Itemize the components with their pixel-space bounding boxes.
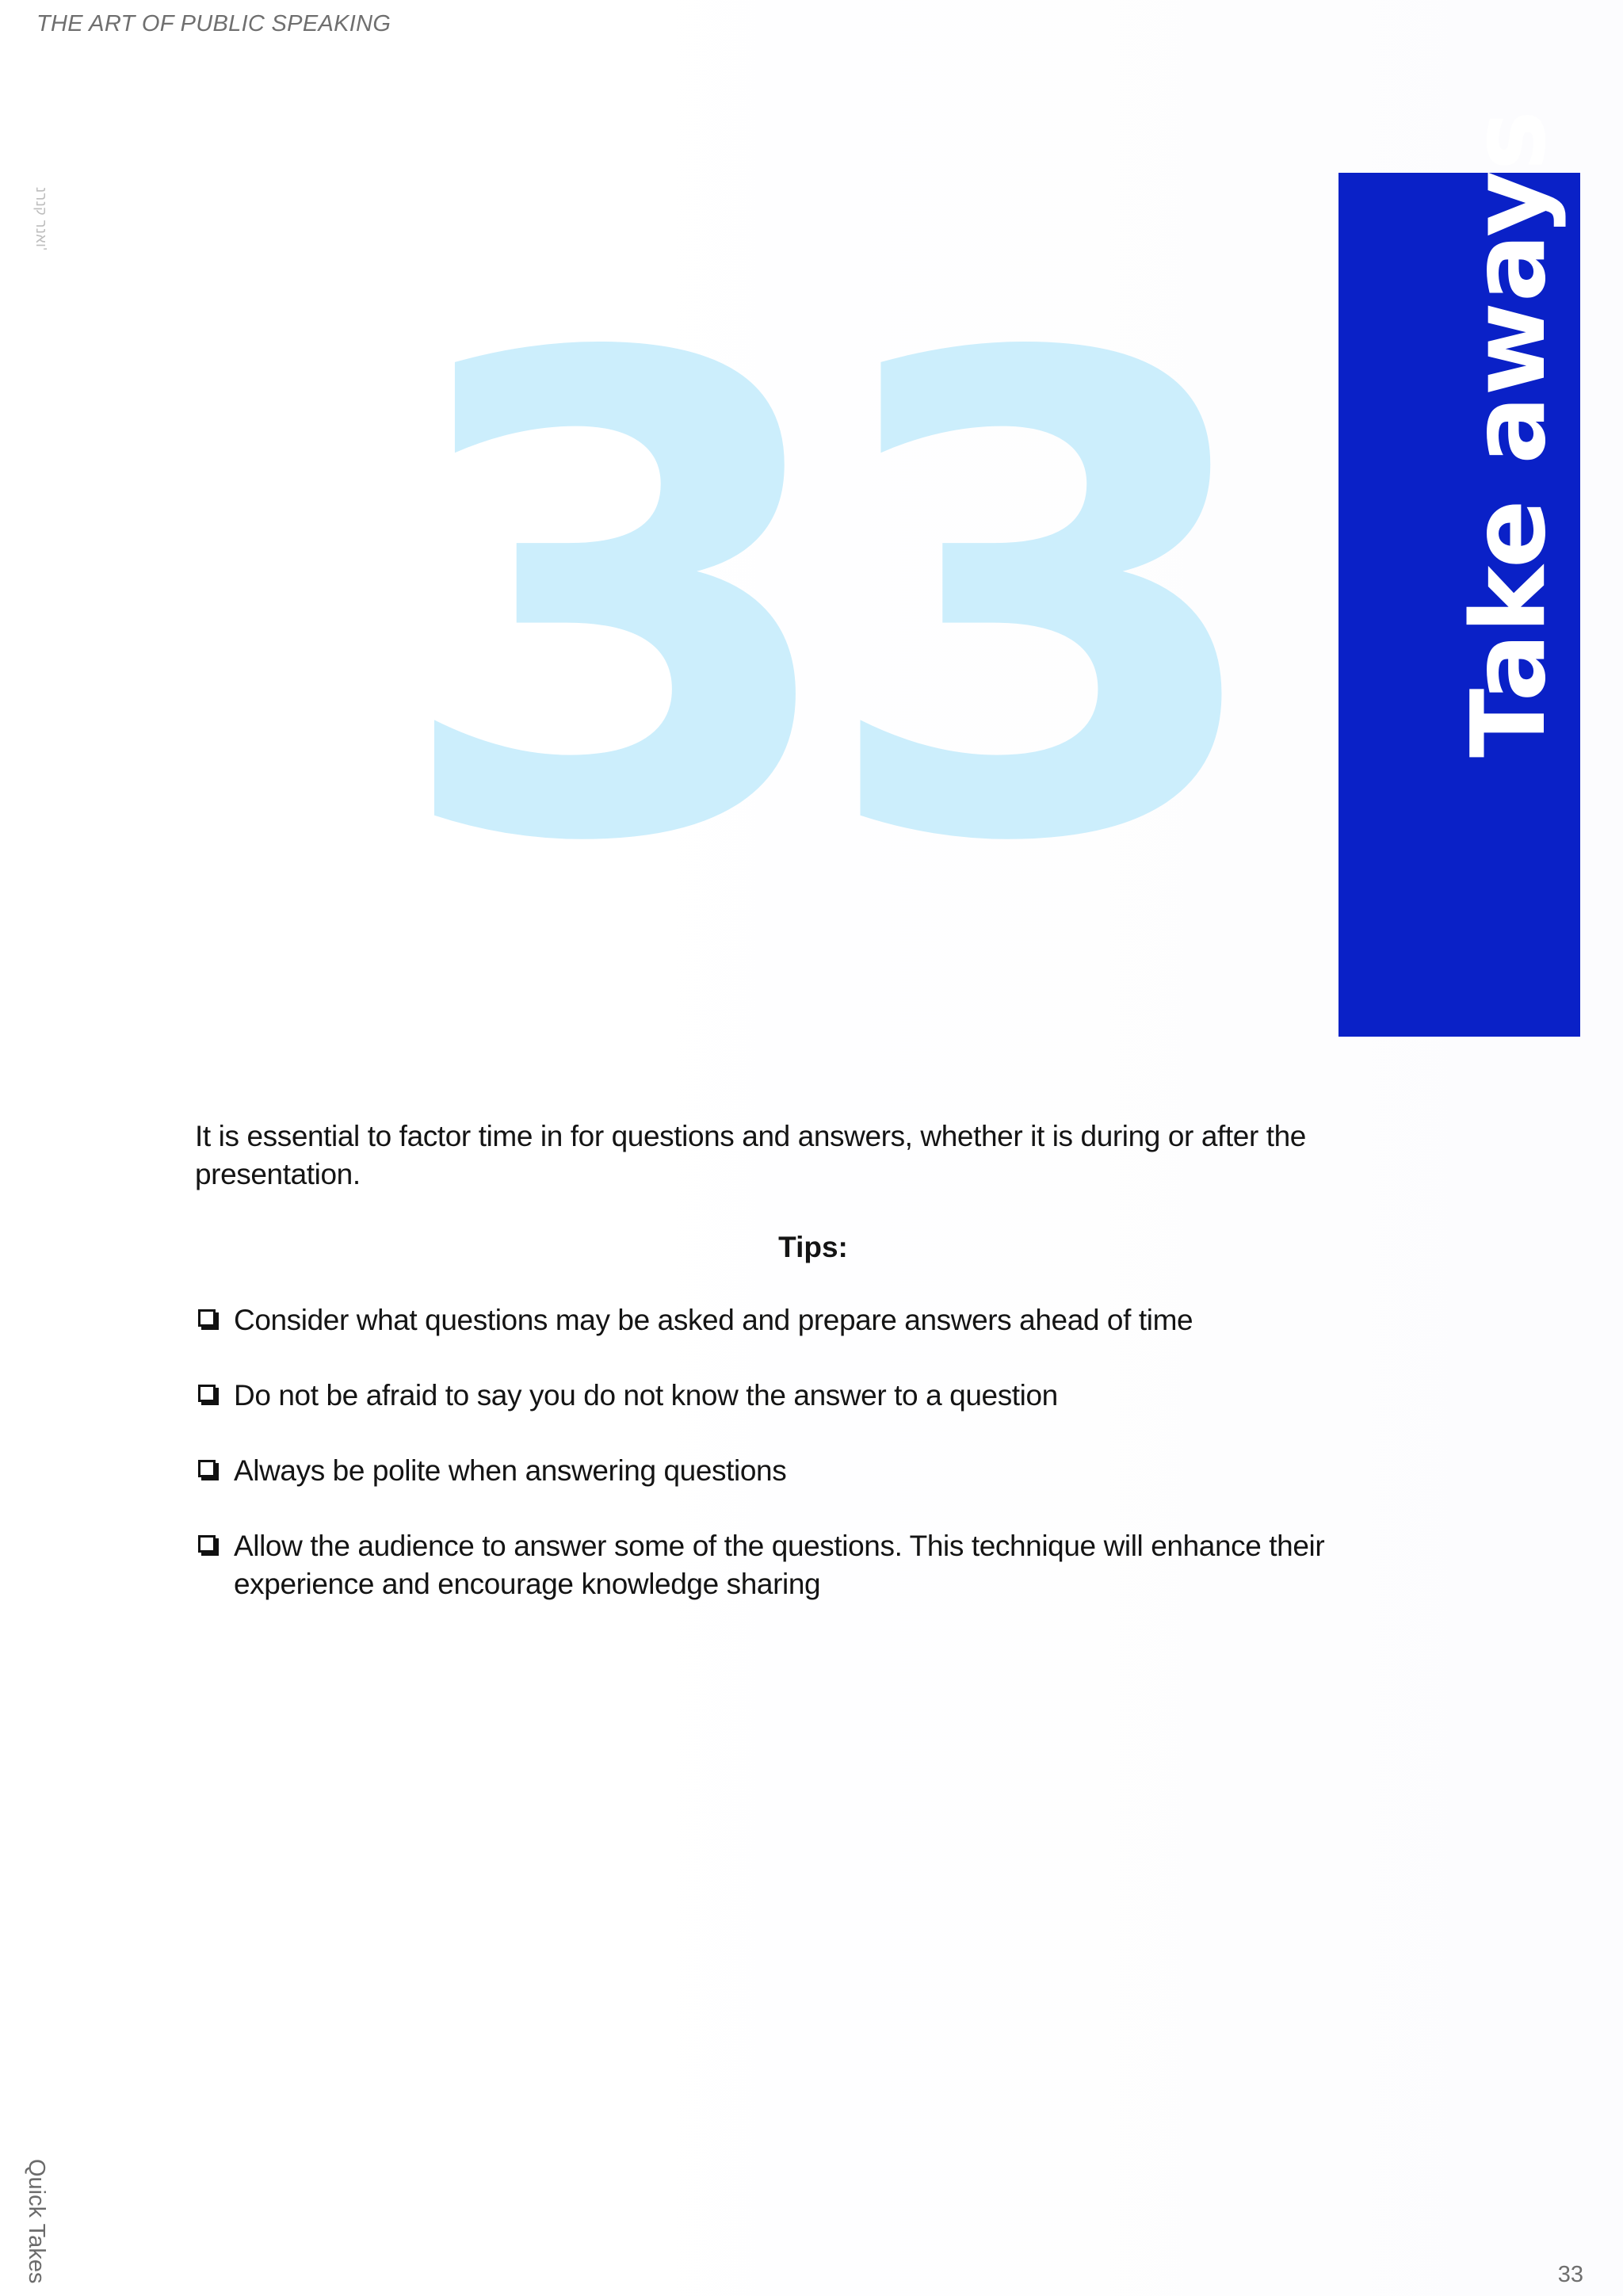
tips-list <box>195 1301 1431 1603</box>
section-label: Quick Takes <box>24 2159 49 2284</box>
list-item <box>195 1301 1431 1339</box>
running-header: THE ART OF PUBLIC SPEAKING <box>36 11 391 36</box>
tips-heading: Tips: <box>778 1231 848 1263</box>
tip-text: Consider what questions may be asked and prepare answers ahead of time <box>234 1304 1193 1336</box>
chapter-number: 33 <box>390 220 1243 985</box>
checkbox-icon <box>198 1535 216 1553</box>
list-item <box>195 1527 1431 1603</box>
main-content <box>195 1117 1431 1641</box>
checkbox-icon <box>198 1460 216 1477</box>
checkbox-icon <box>198 1385 216 1402</box>
chapter-title: Take aways <box>1450 110 1568 758</box>
list-item <box>195 1452 1431 1490</box>
tip-text: Always be polite when answering questions <box>234 1454 787 1487</box>
intro-paragraph: It is essential to factor time in for questions and answers, whether it is during or after the presentation. <box>195 1120 1306 1190</box>
page-number: 33 <box>1557 2262 1583 2287</box>
tip-text: Do not be afraid to say you do not know the answer to a question <box>234 1379 1058 1412</box>
side-mark: ואנר קנרנ' <box>33 187 49 251</box>
list-item <box>195 1377 1431 1415</box>
tip-text: Allow the audience to answer some of the questions. This technique will enhance their experience and encourage knowledge sharing <box>234 1530 1325 1600</box>
checkbox-icon <box>198 1309 216 1327</box>
